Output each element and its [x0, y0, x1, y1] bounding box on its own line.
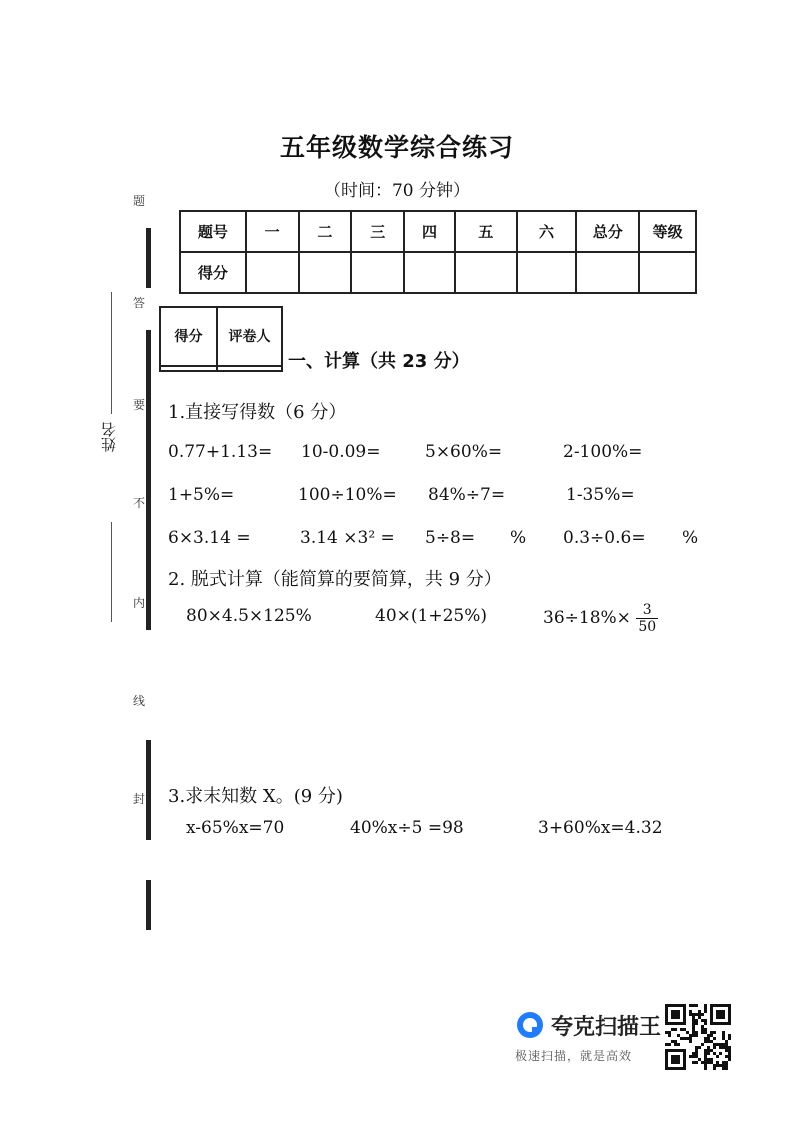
- header-cell: 四: [404, 211, 455, 252]
- problem: 3.14 ×3² =: [300, 528, 395, 548]
- grader-score-cell[interactable]: [160, 366, 217, 371]
- name-label: 姓名: [100, 422, 118, 452]
- seal-char: 答: [133, 296, 146, 310]
- grader-table: [159, 306, 283, 372]
- seal-char: 内: [133, 596, 146, 610]
- scanner-slogan: 极速扫描，就是高效: [515, 1049, 633, 1063]
- grader-label: 评卷人: [217, 307, 282, 366]
- problem: x-65%x=70: [186, 818, 285, 838]
- problem: 1+5%=: [168, 485, 235, 505]
- section-heading: 一、计算（共 23 分）: [288, 351, 470, 372]
- header-cell: 二: [299, 211, 352, 252]
- problem: 5÷8=: [425, 528, 476, 548]
- problem: 5×60%=: [425, 442, 503, 462]
- binding-bar: [146, 740, 151, 840]
- problem: 84%÷7=: [428, 485, 506, 505]
- header-cell: 六: [517, 211, 577, 252]
- exam-time: （时间：70 分钟）: [323, 181, 471, 201]
- question-label: 3.求末知数 X。(9 分): [168, 786, 343, 807]
- score-table-score-row: [180, 252, 696, 293]
- scanner-logo-icon: [515, 1010, 545, 1040]
- score-table: [179, 210, 697, 294]
- question-label: 1.直接写得数（6 分）: [168, 402, 347, 423]
- grader-score-label: 得分: [160, 307, 217, 366]
- problem: 3+60%x=4.32: [538, 818, 663, 838]
- problem: 100÷10%=: [298, 485, 397, 505]
- score-cell[interactable]: [576, 252, 639, 293]
- header-cell: 等级: [639, 211, 696, 252]
- qr-code-icon: [665, 1004, 731, 1074]
- binding-bar: [146, 330, 151, 630]
- fraction: [636, 602, 658, 635]
- problem: 40%x÷5 =98: [350, 818, 464, 838]
- problem: 6×3.14 =: [168, 528, 251, 548]
- header-cell: 总分: [576, 211, 639, 252]
- header-cell: 五: [455, 211, 517, 252]
- row-label: 得分: [180, 252, 246, 293]
- fraction-numerator: 3: [636, 602, 658, 619]
- problem: 10-0.09=: [301, 442, 381, 462]
- seal-char: 题: [133, 194, 146, 208]
- percent-sign: %: [682, 528, 699, 548]
- problem: 2-100%=: [563, 442, 643, 462]
- score-cell[interactable]: [351, 252, 404, 293]
- question-label: 2. 脱式计算（能简算的要简算，共 9 分）: [168, 569, 502, 590]
- header-cell: 三: [351, 211, 404, 252]
- score-cell[interactable]: [246, 252, 299, 293]
- seal-char: 要: [133, 398, 146, 412]
- score-cell[interactable]: [299, 252, 352, 293]
- problem-expression: 36÷18%×: [543, 608, 631, 628]
- seal-char: 线: [133, 694, 146, 708]
- score-cell[interactable]: [404, 252, 455, 293]
- score-cell[interactable]: [517, 252, 577, 293]
- score-table-header-row: [180, 211, 696, 252]
- problem: [543, 602, 658, 635]
- grader-name-cell[interactable]: [217, 366, 282, 371]
- problem: 0.77+1.13=: [168, 442, 273, 462]
- score-cell[interactable]: [639, 252, 696, 293]
- fraction-denominator: 50: [638, 619, 657, 635]
- problem: 40×(1+25%): [375, 606, 487, 626]
- problem: 0.3÷0.6=: [563, 528, 646, 548]
- score-cell[interactable]: [455, 252, 517, 293]
- problem: 1-35%=: [566, 485, 635, 505]
- seal-char: 封: [133, 792, 146, 806]
- percent-sign: %: [510, 528, 527, 548]
- problem: 80×4.5×125%: [186, 606, 312, 626]
- seal-char: 不: [133, 496, 146, 510]
- header-cell: 一: [246, 211, 299, 252]
- binding-bar: [146, 228, 151, 288]
- scanner-brand: 夸克扫描王: [551, 1015, 662, 1040]
- binding-bar: [146, 880, 151, 930]
- page-title: 五年级数学综合练习: [279, 133, 514, 162]
- margin-line: [111, 522, 112, 622]
- name-underline: [111, 292, 112, 414]
- header-cell: 题号: [180, 211, 246, 252]
